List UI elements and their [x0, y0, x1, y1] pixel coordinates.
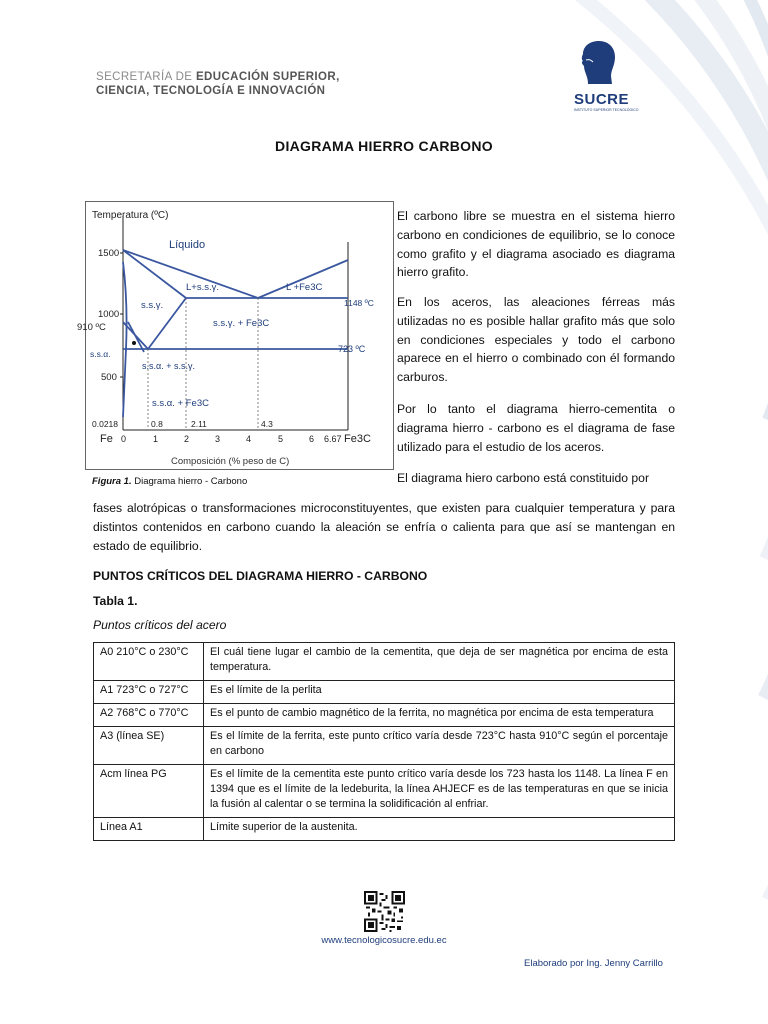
x-tick-1: 1 — [153, 434, 159, 444]
document-title: DIAGRAMA HIERRO CARBONO — [275, 138, 493, 154]
x-tick-5: 5 — [278, 434, 284, 444]
region-l-ssy: L+s.s.γ. — [186, 282, 219, 293]
table-cell-point: Acm línea PG — [94, 765, 204, 818]
x-tick-4: 4 — [246, 434, 252, 444]
table-row — [94, 704, 675, 727]
logo-text: SUCRE — [574, 91, 630, 108]
region-ssy: s.s.γ. — [141, 300, 164, 311]
phase-lines — [123, 250, 348, 417]
comp-211: 2.11 — [191, 419, 207, 429]
caption-label: Figura 1. — [92, 476, 132, 487]
table-cell-point: A3 (línea SE) — [94, 727, 204, 765]
x-label-fe3c: Fe3C — [344, 433, 371, 445]
y-tick-910: 910 ºC — [77, 322, 106, 333]
table-cell-description: Es el punto de cambio magnético de la ferrita, no magnética por encima de esta temperatura — [204, 704, 675, 727]
institution-prefix: SECRETARÍA DE — [96, 71, 196, 83]
region-liquid: Líquido — [169, 239, 206, 251]
table-cell-description: Es el límite de la perlita — [204, 681, 675, 704]
region-l-fe3c: L +Fe3C — [286, 282, 323, 293]
section-title: PUNTOS CRÍTICOS DEL DIAGRAMA HIERRO - CARBONO — [93, 569, 428, 583]
iron-carbon-diagram-figure — [77, 201, 394, 470]
table-row — [94, 727, 675, 765]
website-link[interactable]: www.tecnologicosucre.edu.ec — [321, 935, 447, 946]
x-tick-6: 6 — [309, 434, 315, 444]
paragraph-4: El diagrama hiero carbono está constituido por — [397, 471, 650, 485]
table-title: Puntos críticos del acero — [93, 618, 227, 632]
figure-caption — [92, 476, 247, 487]
y-tick-1000: 1000 — [98, 309, 120, 320]
sucre-logo — [574, 40, 639, 112]
institution-line2: CIENCIA, TECNOLOGÍA E INNOVACIÓN — [96, 85, 326, 97]
table-cell-point: A2 768°C o 770°C — [94, 704, 204, 727]
table-row — [94, 765, 675, 818]
x-tick-3: 3 — [215, 434, 221, 444]
paragraph-2: En los aceros, las aleaciones férreas más utilizadas no es posible hallar grafito más que solo en condiciones especiales y todo el carbono aparece en el hierro o combinado con él formando carburos. — [397, 295, 675, 385]
y-axis-label: Temperatura (ºC) — [92, 210, 169, 221]
x-tick-0: 0 — [121, 434, 127, 444]
paragraph-5: fases alotrópicas o transformaciones microconstituyentes, que existen para cualquier temperatura y para distintos contenidos en carbono cuando la aleación se enfría o calienta para que así se mantengan en estado de equilibrio. — [93, 501, 675, 553]
qr-code-icon[interactable] — [364, 891, 405, 932]
table-row — [94, 643, 675, 681]
institution-name — [96, 70, 340, 98]
logo-subtext: INSTITUTO SUPERIOR TECNOLÓGICO — [574, 108, 639, 112]
critical-points-table — [93, 642, 675, 841]
comp-43: 4.3 — [261, 419, 273, 429]
paragraph-3: Por lo tanto el diagrama hierro-cementita o diagrama hierro - carbono es el diagrama de fase utilizado para el estudio de los aceros. — [397, 402, 675, 454]
y-tick-1500: 1500 — [98, 248, 120, 259]
region-ssy-fe3c: s.s.γ. + Fe3C — [213, 318, 270, 329]
x-tick-2: 2 — [184, 434, 190, 444]
x-label-fe: Fe — [100, 433, 113, 445]
caption-text: Diagrama hierro - Carbono — [131, 476, 248, 487]
x-axis-label: Composición (% peso de C) — [171, 456, 290, 467]
table-cell-description: El cuál tiene lugar el cambio de la cementita, que deja de ser magnética por encima de esta temperatura. — [204, 643, 675, 681]
table-row — [94, 818, 675, 841]
table-cell-description: Es el límite de la cementita este punto crítico varía desde los 723 hasta los 1148. La línea F en 1394 que es el límite de la ledeburita, la línea AHJECF es de las temperaturas en que se inicia la fusión al calentar o se termina la solidificación al enfriar. — [204, 765, 675, 818]
y-tick-500: 500 — [101, 372, 117, 383]
table-row — [94, 681, 675, 704]
comp-08: 0.8 — [151, 419, 163, 429]
temp-1148: 1148 ºC — [344, 298, 374, 308]
x-tick-667: 6.67 — [324, 434, 342, 444]
region-ssa: s.s.α. — [90, 349, 111, 359]
table-label: Tabla 1. — [93, 594, 138, 608]
author-credit: Elaborado por Ing. Jenny Carrillo — [524, 958, 663, 969]
table-cell-description: Límite superior de la austenita. — [204, 818, 675, 841]
sucre-head-icon — [574, 40, 624, 86]
table-cell-point: A0 210°C o 230°C — [94, 643, 204, 681]
paragraph-1: El carbono libre se muestra en el sistema hierro carbono en condiciones de equilibrio, se lo conoce como grafito y el diagrama asociado es diagrama hierro grafito. — [397, 209, 675, 280]
region-ssa-fe3c: s.s.α. + Fe3C — [152, 398, 209, 409]
iron-carbon-diagram — [77, 202, 393, 469]
institution-line1: EDUCACIÓN SUPERIOR, — [195, 71, 340, 83]
table-cell-point: A1 723°C o 727°C — [94, 681, 204, 704]
temp-723: 723 ºC — [338, 344, 366, 354]
eutectoid-dot — [132, 341, 136, 345]
table-cell-point: Línea A1 — [94, 818, 204, 841]
region-ssa-ssy: s.s.α. + s.s.γ. — [142, 361, 195, 371]
comp-00218: 0.0218 — [92, 419, 118, 429]
table-cell-description: Es el límite de la ferrita, este punto crítico varía desde 723°C hasta 910°C según el porcentaje en carbono — [204, 727, 675, 765]
